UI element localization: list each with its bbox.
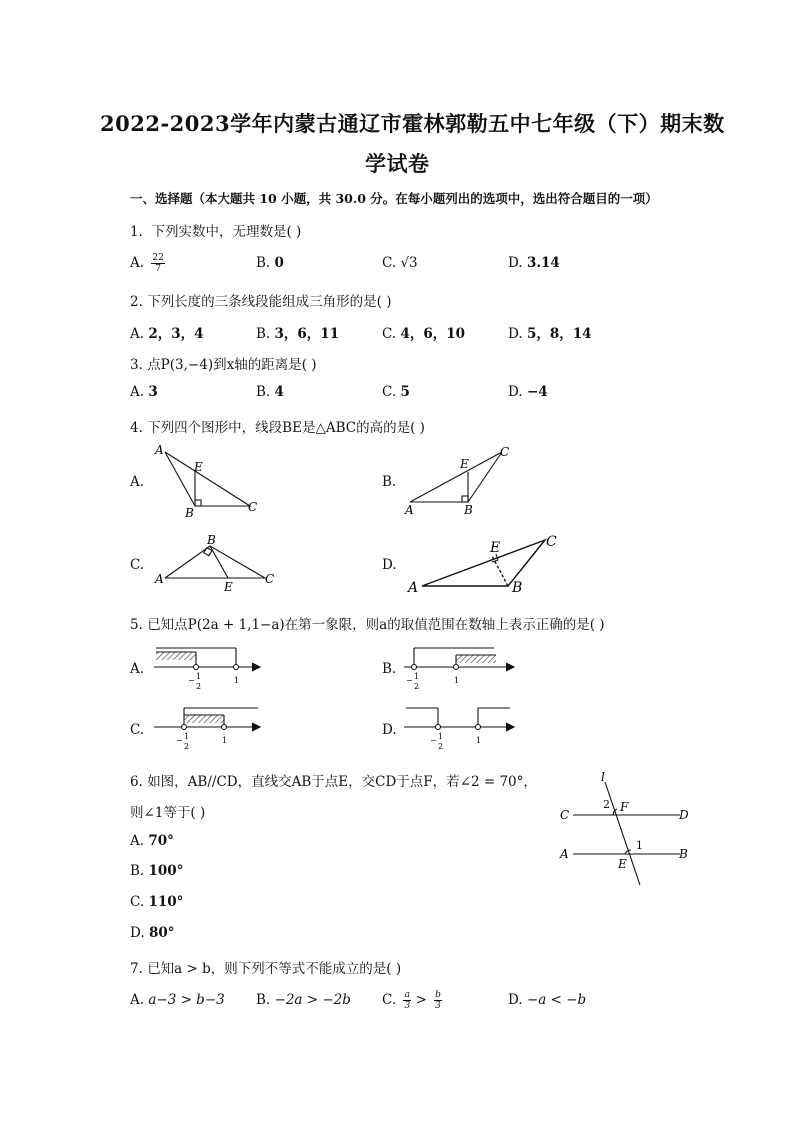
page-title-line2: 学试卷 <box>365 151 430 176</box>
q4-figure-b <box>400 440 530 520</box>
q5-numberline-c <box>150 703 270 753</box>
svg-text:−: − <box>176 736 183 745</box>
q1-option-b[interactable]: B. 0 <box>256 255 284 271</box>
svg-text:1: 1 <box>222 736 228 745</box>
page-title-line1: 2022-2023学年内蒙古通辽市霍林郭勒五中七年级（下）期末数 <box>100 111 725 136</box>
q2-option-c[interactable]: C. 4，6，10 <box>382 326 466 342</box>
fraction-b-over-3: $\frac{b}{3}$ <box>435 990 441 1011</box>
q6-option-c[interactable]: C. 110° <box>130 894 184 910</box>
q1-option-a[interactable]: A. $\frac{22}{7}$ <box>130 253 164 274</box>
q6-option-d[interactable]: D. 80° <box>130 925 175 941</box>
svg-text:1: 1 <box>438 732 444 741</box>
label-b: B <box>464 503 473 517</box>
label-b: B <box>207 533 216 547</box>
label-a: A <box>405 503 414 517</box>
question-6: 6. 如图，AB//CD，直线交AB于点E，交CD于点F，若∠2 = 70°， <box>130 774 537 790</box>
label-a: A <box>155 443 164 457</box>
label-e: E <box>460 457 469 471</box>
svg-text:2: 2 <box>438 742 444 751</box>
q6-option-b[interactable]: B. 100° <box>130 863 184 879</box>
q4-option-d-label[interactable]: D. <box>382 557 397 573</box>
label-d: D <box>679 808 689 822</box>
label-a: A <box>560 847 569 861</box>
label-a: A <box>408 580 419 596</box>
svg-text:−: − <box>430 736 437 745</box>
svg-text:1: 1 <box>234 676 240 685</box>
label-e: E <box>194 460 203 474</box>
question-3: 3. 点P(3,−4)到x轴的距离是( ) <box>130 357 317 373</box>
q4-option-b-label[interactable]: B. <box>382 474 397 490</box>
svg-text:−: − <box>406 676 413 685</box>
q4-figure-d <box>400 530 570 600</box>
svg-text:2: 2 <box>414 682 420 691</box>
question-number: 1. <box>130 224 143 240</box>
label-b: B <box>512 580 523 596</box>
svg-text:1: 1 <box>454 676 460 685</box>
q6-parallel-lines-figure <box>555 770 705 890</box>
svg-text:2: 2 <box>196 682 202 691</box>
question-stem: 下列实数中，无理数是( ) <box>151 224 302 240</box>
svg-text:1: 1 <box>414 672 420 681</box>
svg-text:−: − <box>188 676 195 685</box>
label-l: l <box>601 770 605 784</box>
label-angle-1: 1 <box>636 839 643 852</box>
q7-option-c[interactable]: C. $\frac{a}{3}$ > $\frac{b}{3}$ <box>382 990 441 1011</box>
label-c: C <box>248 500 258 514</box>
question-6-stem-cont: 则∠1等于( ) <box>130 805 206 821</box>
q5-numberline-a <box>150 643 270 693</box>
label-b: B <box>185 506 194 520</box>
label-c: C <box>546 534 557 550</box>
q5-option-d-label[interactable]: D. <box>382 722 397 738</box>
svg-text:1: 1 <box>476 736 482 745</box>
label-b: B <box>679 847 688 861</box>
q7-option-d[interactable]: D. −a < −b <box>508 992 587 1008</box>
label-angle-2: 2 <box>603 798 610 811</box>
q1-option-d[interactable]: D. 3.14 <box>508 255 560 271</box>
q5-option-b-label[interactable]: B. <box>382 661 397 677</box>
question-1 <box>130 220 301 240</box>
fraction-a-over-3: $\frac{a}{3}$ <box>404 990 411 1011</box>
label-c: C <box>560 808 570 822</box>
q4-figure-a <box>150 440 270 520</box>
q2-option-b[interactable]: B. 3，6，11 <box>256 326 340 342</box>
label-e: E <box>490 540 501 556</box>
label-e: E <box>224 580 233 594</box>
question-2: 2. 下列长度的三条线段能组成三角形的是( ) <box>130 294 392 310</box>
label-e: E <box>618 857 627 871</box>
q3-option-d[interactable]: D. −4 <box>508 384 548 400</box>
svg-text:1: 1 <box>196 672 202 681</box>
q6-option-a[interactable]: A. 70° <box>130 833 174 849</box>
q5-numberline-b <box>400 643 520 693</box>
q7-option-a[interactable]: A. a−3 > b−3 <box>130 992 225 1008</box>
fraction: $\frac{22}{7}$ <box>152 253 164 274</box>
q5-option-a-label[interactable]: A. <box>130 661 145 677</box>
label-c: C <box>265 572 275 586</box>
q5-numberline-d <box>400 703 520 753</box>
q5-option-c-label[interactable]: C. <box>130 722 145 738</box>
svg-text:1: 1 <box>184 732 190 741</box>
label-a: A <box>155 572 164 586</box>
question-4: 4. 下列四个图形中，线段BE是△ABC的高的是( ) <box>130 420 425 436</box>
svg-text:2: 2 <box>184 742 190 751</box>
q4-option-c-label[interactable]: C. <box>130 557 145 573</box>
label-f: F <box>620 800 629 814</box>
q4-option-a-label[interactable]: A. <box>130 474 145 490</box>
question-5: 5. 已知点P(2a + 1,1−a)在第一象限，则a的取值范围在数轴上表示正确的是( ) <box>130 617 605 633</box>
q4-figure-c <box>150 530 290 600</box>
q3-option-c[interactable]: C. 5 <box>382 384 410 400</box>
q7-option-b[interactable]: B. −2a > −2b <box>256 992 351 1008</box>
q1-option-c[interactable]: C. √3 <box>382 255 418 271</box>
q3-option-b[interactable]: B. 4 <box>256 384 284 400</box>
section-header: 一、选择题（本大题共 10 小题，共 30.0 分。在每小题列出的选项中，选出符合题目的一项） <box>130 191 658 206</box>
q2-option-d[interactable]: D. 5，8，14 <box>508 326 592 342</box>
label-c: C <box>500 445 510 459</box>
question-7: 7. 已知a > b，则下列不等式不能成立的是( ) <box>130 961 402 977</box>
q2-option-a[interactable]: A. 2，3，4 <box>130 326 204 342</box>
q3-option-a[interactable]: A. 3 <box>130 384 158 400</box>
